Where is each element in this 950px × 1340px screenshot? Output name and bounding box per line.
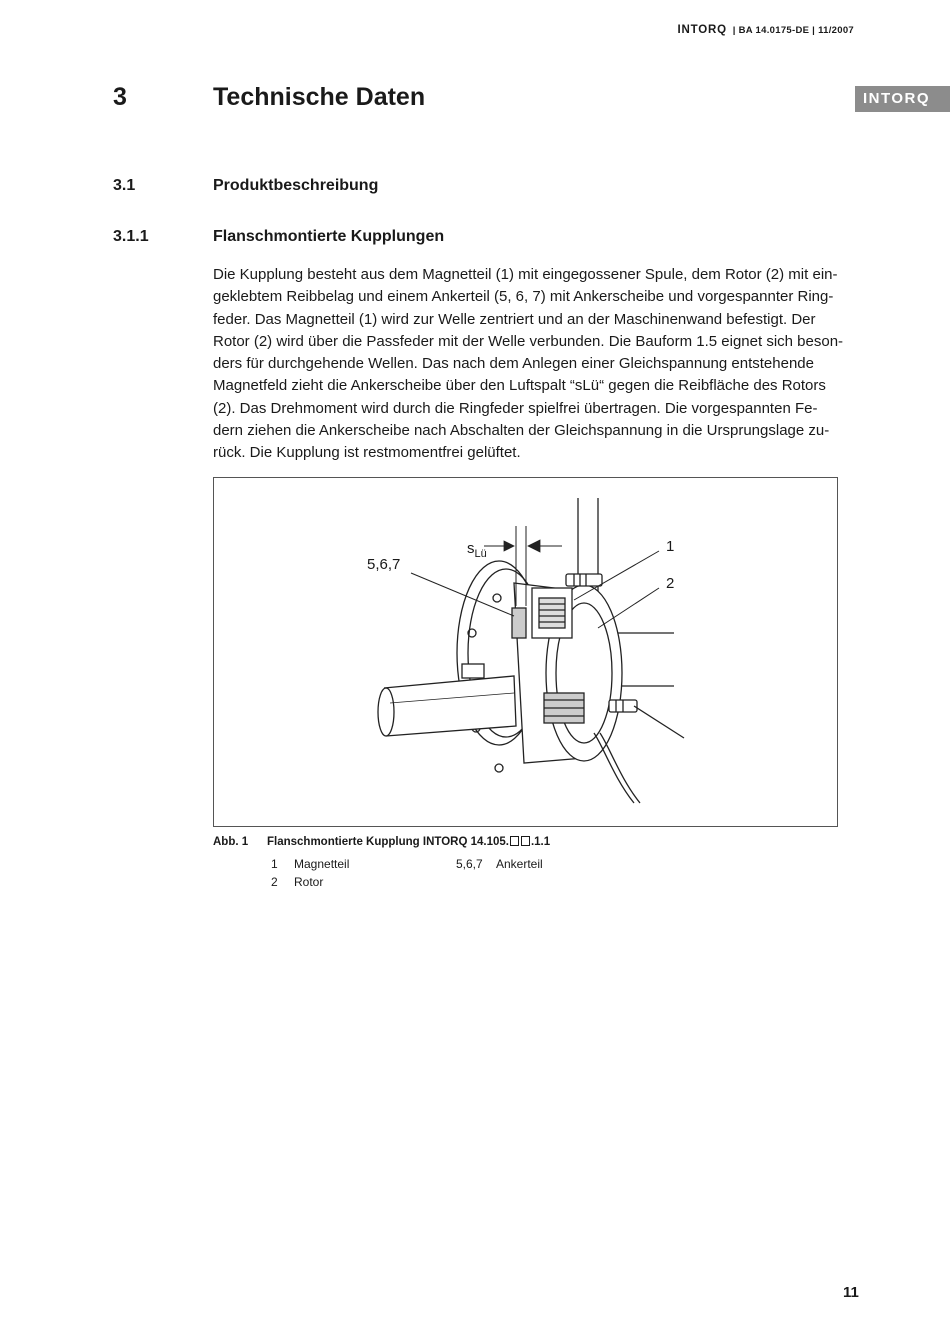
running-header (678, 24, 854, 36)
legend-number: 5,6,7 (456, 857, 483, 871)
label-gap-sub: Lü (474, 548, 487, 560)
body-line: Rotor (2) wird über die Passfeder mit der Welle verbunden. Die Bauform 1.5 eignet sich beson- (213, 332, 844, 350)
legend-label: Magnetteil (294, 857, 350, 871)
figure-caption (267, 836, 550, 848)
caption-prefix: Flanschmontierte Kupplung INTORQ 14.105. (267, 836, 509, 848)
figure-frame (213, 477, 838, 827)
page-number: 11 (843, 1284, 859, 1301)
section-number: 3.1 (113, 177, 136, 194)
body-line: geklebtem Reibbelag und einem Ankerteil (5, 6, 7) mit Ankerscheibe und vorgespannter Ring- (213, 288, 834, 306)
label-rotor: 2 (666, 575, 675, 592)
subsection-number: 3.1.1 (113, 228, 149, 245)
chapter-number: 3 (113, 83, 127, 111)
body-line: rück. Die Kupplung ist restmomentfrei gelüftet. (213, 444, 521, 462)
legend-label: Ankerteil (496, 857, 543, 871)
body-line: dern ziehen die Ankerscheibe nach Abschalten der Gleichspannung in die Ursprungslage zu- (213, 422, 830, 440)
body-line: Die Kupplung besteht aus dem Magnetteil (1) mit eingegossener Spule, dem Rotor (2) mit ein- (213, 266, 838, 283)
label-magnet: 1 (666, 538, 675, 555)
body-paragraph (213, 264, 844, 465)
header-brand: INTORQ (677, 24, 727, 36)
brand-tab-logo: INTORQ (855, 86, 950, 112)
label-gap-main: s (467, 540, 475, 557)
label-armature: 5,6,7 (367, 556, 401, 573)
figure-number: Abb. 1 (213, 836, 249, 848)
section-title: Produktbeschreibung (213, 177, 379, 194)
caption-suffix: .1.1 (530, 836, 551, 848)
coupling-drawing (214, 478, 837, 826)
body-line: feder. Das Magnetteil (1) wird zur Welle zentriert und an der Maschinenwand befestigt. Der (213, 310, 816, 328)
legend-number: 1 (271, 857, 278, 871)
chapter-title: Technische Daten (213, 83, 426, 111)
body-line: (2). Das Drehmoment wird durch die Ringfeder spielfrei übertragen. Die vorgespannten Fe- (213, 399, 818, 417)
body-line: Magnetfeld zieht die Ankerscheibe über den Luftspalt “sLü“ gegen die Reibfläche des Rotors (213, 377, 826, 395)
header-doc-ref: | BA 14.0175-DE | 11/2007 (732, 25, 854, 36)
legend-label: Rotor (294, 875, 324, 889)
placeholder-box-icon (510, 836, 519, 846)
body-line: ders für durchgehende Wellen. Das nach dem Anlegen einer Gleichspannung entstehende (213, 355, 814, 373)
legend-number: 2 (271, 875, 278, 889)
subsection-title: Flanschmontierte Kupplungen (213, 228, 445, 245)
placeholder-box-icon (521, 836, 530, 846)
label-gap (467, 540, 487, 560)
